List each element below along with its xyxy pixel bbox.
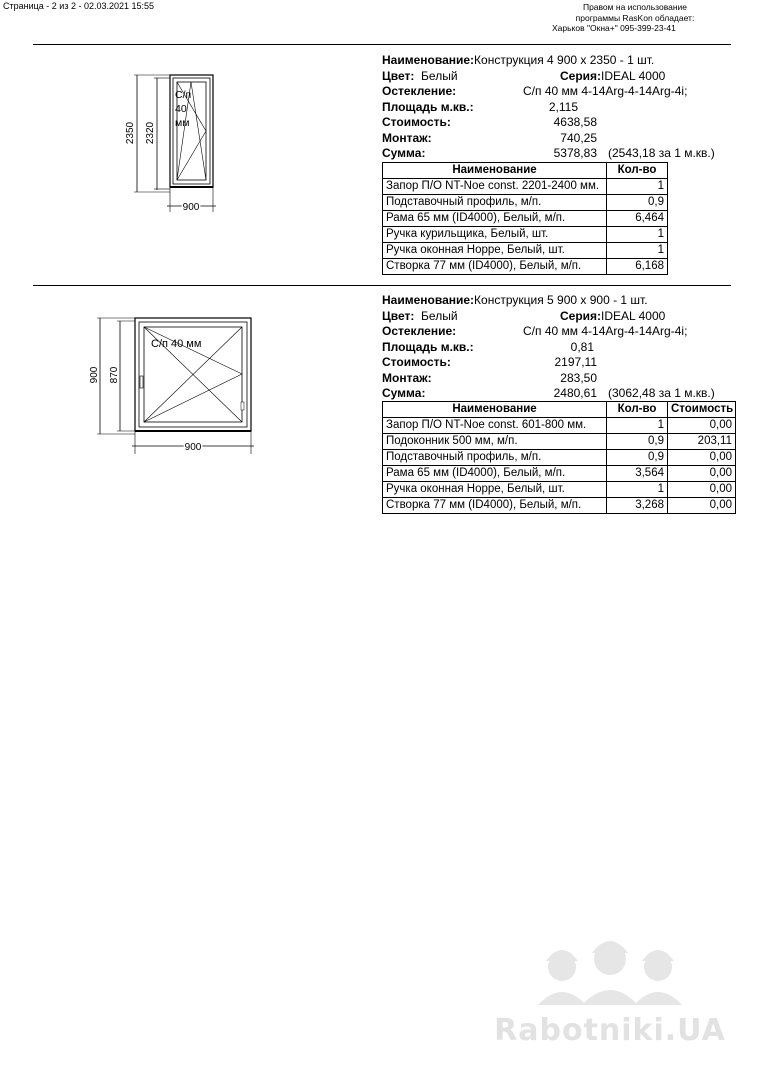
cell-name: Подставочный профиль, м/п. bbox=[383, 195, 607, 211]
construction-5-drawing bbox=[88, 312, 268, 457]
table-header-row bbox=[383, 402, 736, 418]
per-m2-value: (2543,18 за 1 м.кв.) bbox=[608, 146, 715, 160]
glazing-label: Остекление: bbox=[382, 324, 457, 338]
cell-qty: 6,464 bbox=[607, 211, 668, 227]
dim-width-4: 900 bbox=[182, 202, 200, 213]
cell-qty: 1 bbox=[607, 482, 668, 498]
series-value: IDEAL 4000 bbox=[601, 308, 666, 323]
cell-cost: 0,00 bbox=[668, 418, 736, 434]
rights-line-1: Правом на использование bbox=[582, 2, 688, 12]
cell-name: Запор П/О NT-Noe const. 601-800 мм. bbox=[383, 418, 607, 434]
table-header-row bbox=[383, 163, 668, 179]
cell-qty: 0,9 bbox=[607, 450, 668, 466]
rights-line-2: программы RasKon обладает: bbox=[575, 12, 695, 23]
rights-line-3: Харьков "Окна+" 095-399-23-41 bbox=[552, 23, 676, 33]
table-row bbox=[383, 227, 668, 243]
cost-value: 4638,58 bbox=[553, 115, 597, 129]
install-value: 283,50 bbox=[560, 370, 597, 385]
cell-name: Ручка оконная Hoppe, Белый, шт. bbox=[383, 243, 607, 259]
per-m2-value: (3062,48 за 1 м.кв.) bbox=[608, 386, 715, 400]
cell-cost: 0,00 bbox=[668, 450, 736, 466]
glass-label-4-line2: 40 bbox=[175, 103, 187, 115]
total-value: 5378,83 bbox=[553, 146, 597, 160]
cell-qty: 3,564 bbox=[607, 466, 668, 482]
name-label: Наименование: bbox=[382, 53, 475, 67]
cell-qty: 0,9 bbox=[607, 195, 668, 211]
series-value: IDEAL 4000 bbox=[601, 68, 666, 83]
cell-name: Подставочный профиль, м/п. bbox=[383, 450, 607, 466]
glass-label-4-line3: мм bbox=[175, 117, 190, 129]
col-header-name: Наименование bbox=[383, 163, 607, 179]
cell-qty: 1 bbox=[607, 227, 668, 243]
cost-label: Стоимость: bbox=[382, 115, 451, 129]
table-row bbox=[383, 418, 736, 434]
area-value: 2,115 bbox=[548, 99, 578, 114]
color-label: Цвет: bbox=[382, 308, 415, 323]
table-row bbox=[383, 466, 736, 482]
install-label: Монтаж: bbox=[382, 370, 432, 385]
cell-qty: 1 bbox=[607, 243, 668, 259]
series-label: Серия: bbox=[560, 308, 602, 323]
install-value: 740,25 bbox=[560, 130, 597, 145]
cost-label: Стоимость: bbox=[382, 355, 451, 369]
cell-name: Запор П/О NT-Noe const. 2201-2400 мм. bbox=[383, 179, 607, 195]
col-header-name: Наименование bbox=[383, 402, 607, 418]
table-row bbox=[383, 498, 736, 514]
cell-cost: 0,00 bbox=[668, 498, 736, 514]
construction-4-drawing bbox=[120, 70, 230, 215]
name-label: Наименование: bbox=[382, 293, 475, 307]
area-label: Площадь м.кв.: bbox=[382, 339, 474, 354]
divider-middle bbox=[33, 285, 731, 286]
cell-name: Ручка курильщика, Белый, шт. bbox=[383, 227, 607, 243]
total-label: Сумма: bbox=[382, 146, 426, 160]
table-row bbox=[383, 450, 736, 466]
cell-name: Рама 65 мм (ID4000), Белый, м/п. bbox=[383, 466, 607, 482]
cell-cost: 0,00 bbox=[668, 466, 736, 482]
table-row bbox=[383, 211, 668, 227]
table-row bbox=[383, 259, 668, 275]
cell-name: Ручка оконная Hoppe, Белый, шт. bbox=[383, 482, 607, 498]
cell-name: Створка 77 мм (ID4000), Белый, м/п. bbox=[383, 259, 607, 275]
dim-height-outer-4: 2350 bbox=[125, 121, 136, 145]
glass-label-5: С/п 40 мм bbox=[151, 338, 202, 350]
dim-width-5: 900 bbox=[184, 442, 202, 453]
series-label: Серия: bbox=[560, 68, 602, 83]
divider-top bbox=[33, 44, 731, 45]
cell-name: Рама 65 мм (ID4000), Белый, м/п. bbox=[383, 211, 607, 227]
construction-4-info bbox=[382, 53, 732, 162]
parts-table-4 bbox=[382, 162, 668, 275]
glazing-label: Остекление: bbox=[382, 84, 457, 98]
parts-table-5 bbox=[382, 401, 736, 514]
cell-cost: 0,00 bbox=[668, 482, 736, 498]
rights-notice bbox=[540, 2, 730, 34]
col-header-qty: Кол-во bbox=[607, 402, 668, 418]
area-label: Площадь м.кв.: bbox=[382, 99, 474, 114]
cell-qty: 6,168 bbox=[607, 259, 668, 275]
table-row bbox=[383, 482, 736, 498]
table-row bbox=[383, 243, 668, 259]
page-number-line: Страница - 2 из 2 - 02.03.2021 15:55 bbox=[3, 1, 155, 11]
area-value: 0,81 bbox=[570, 339, 594, 354]
hardhat-workers-icon bbox=[480, 925, 740, 1005]
col-header-cost: Стоимость bbox=[668, 402, 736, 418]
dim-height-inner-4: 2320 bbox=[145, 121, 156, 145]
cost-value: 2197,11 bbox=[554, 355, 597, 369]
construction-name: Конструкция 4 900 x 2350 - 1 шт. bbox=[474, 53, 655, 67]
table-row bbox=[383, 434, 736, 450]
cell-qty: 1 bbox=[607, 418, 668, 434]
cell-qty: 1 bbox=[607, 179, 668, 195]
glazing-value: С/п 40 мм 4-14Arg-4-14Arg-4i; bbox=[523, 324, 688, 338]
cell-qty: 3,268 bbox=[607, 498, 668, 514]
total-label: Сумма: bbox=[382, 386, 426, 400]
color-value: Белый bbox=[421, 68, 458, 83]
table-row bbox=[383, 195, 668, 211]
watermark bbox=[480, 925, 740, 1055]
construction-name: Конструкция 5 900 x 900 - 1 шт. bbox=[474, 293, 648, 307]
cell-cost: 203,11 bbox=[668, 434, 736, 450]
construction-5-info bbox=[382, 293, 732, 402]
glazing-value: С/п 40 мм 4-14Arg-4-14Arg-4i; bbox=[523, 84, 688, 98]
watermark-text: Rabotniki.UA bbox=[494, 1013, 726, 1048]
color-value: Белый bbox=[421, 308, 458, 323]
glass-label-4-line1: С/п bbox=[175, 89, 192, 101]
color-label: Цвет: bbox=[382, 68, 415, 83]
cell-name: Подоконник 500 мм, м/п. bbox=[383, 434, 607, 450]
col-header-qty: Кол-во bbox=[607, 163, 668, 179]
total-value: 2480,61 bbox=[553, 386, 597, 400]
dim-height-inner-5: 870 bbox=[109, 366, 120, 384]
install-label: Монтаж: bbox=[382, 130, 432, 145]
cell-qty: 0,9 bbox=[607, 434, 668, 450]
table-row bbox=[383, 179, 668, 195]
dim-height-outer-5: 900 bbox=[89, 366, 100, 384]
cell-name: Створка 77 мм (ID4000), Белый, м/п. bbox=[383, 498, 607, 514]
